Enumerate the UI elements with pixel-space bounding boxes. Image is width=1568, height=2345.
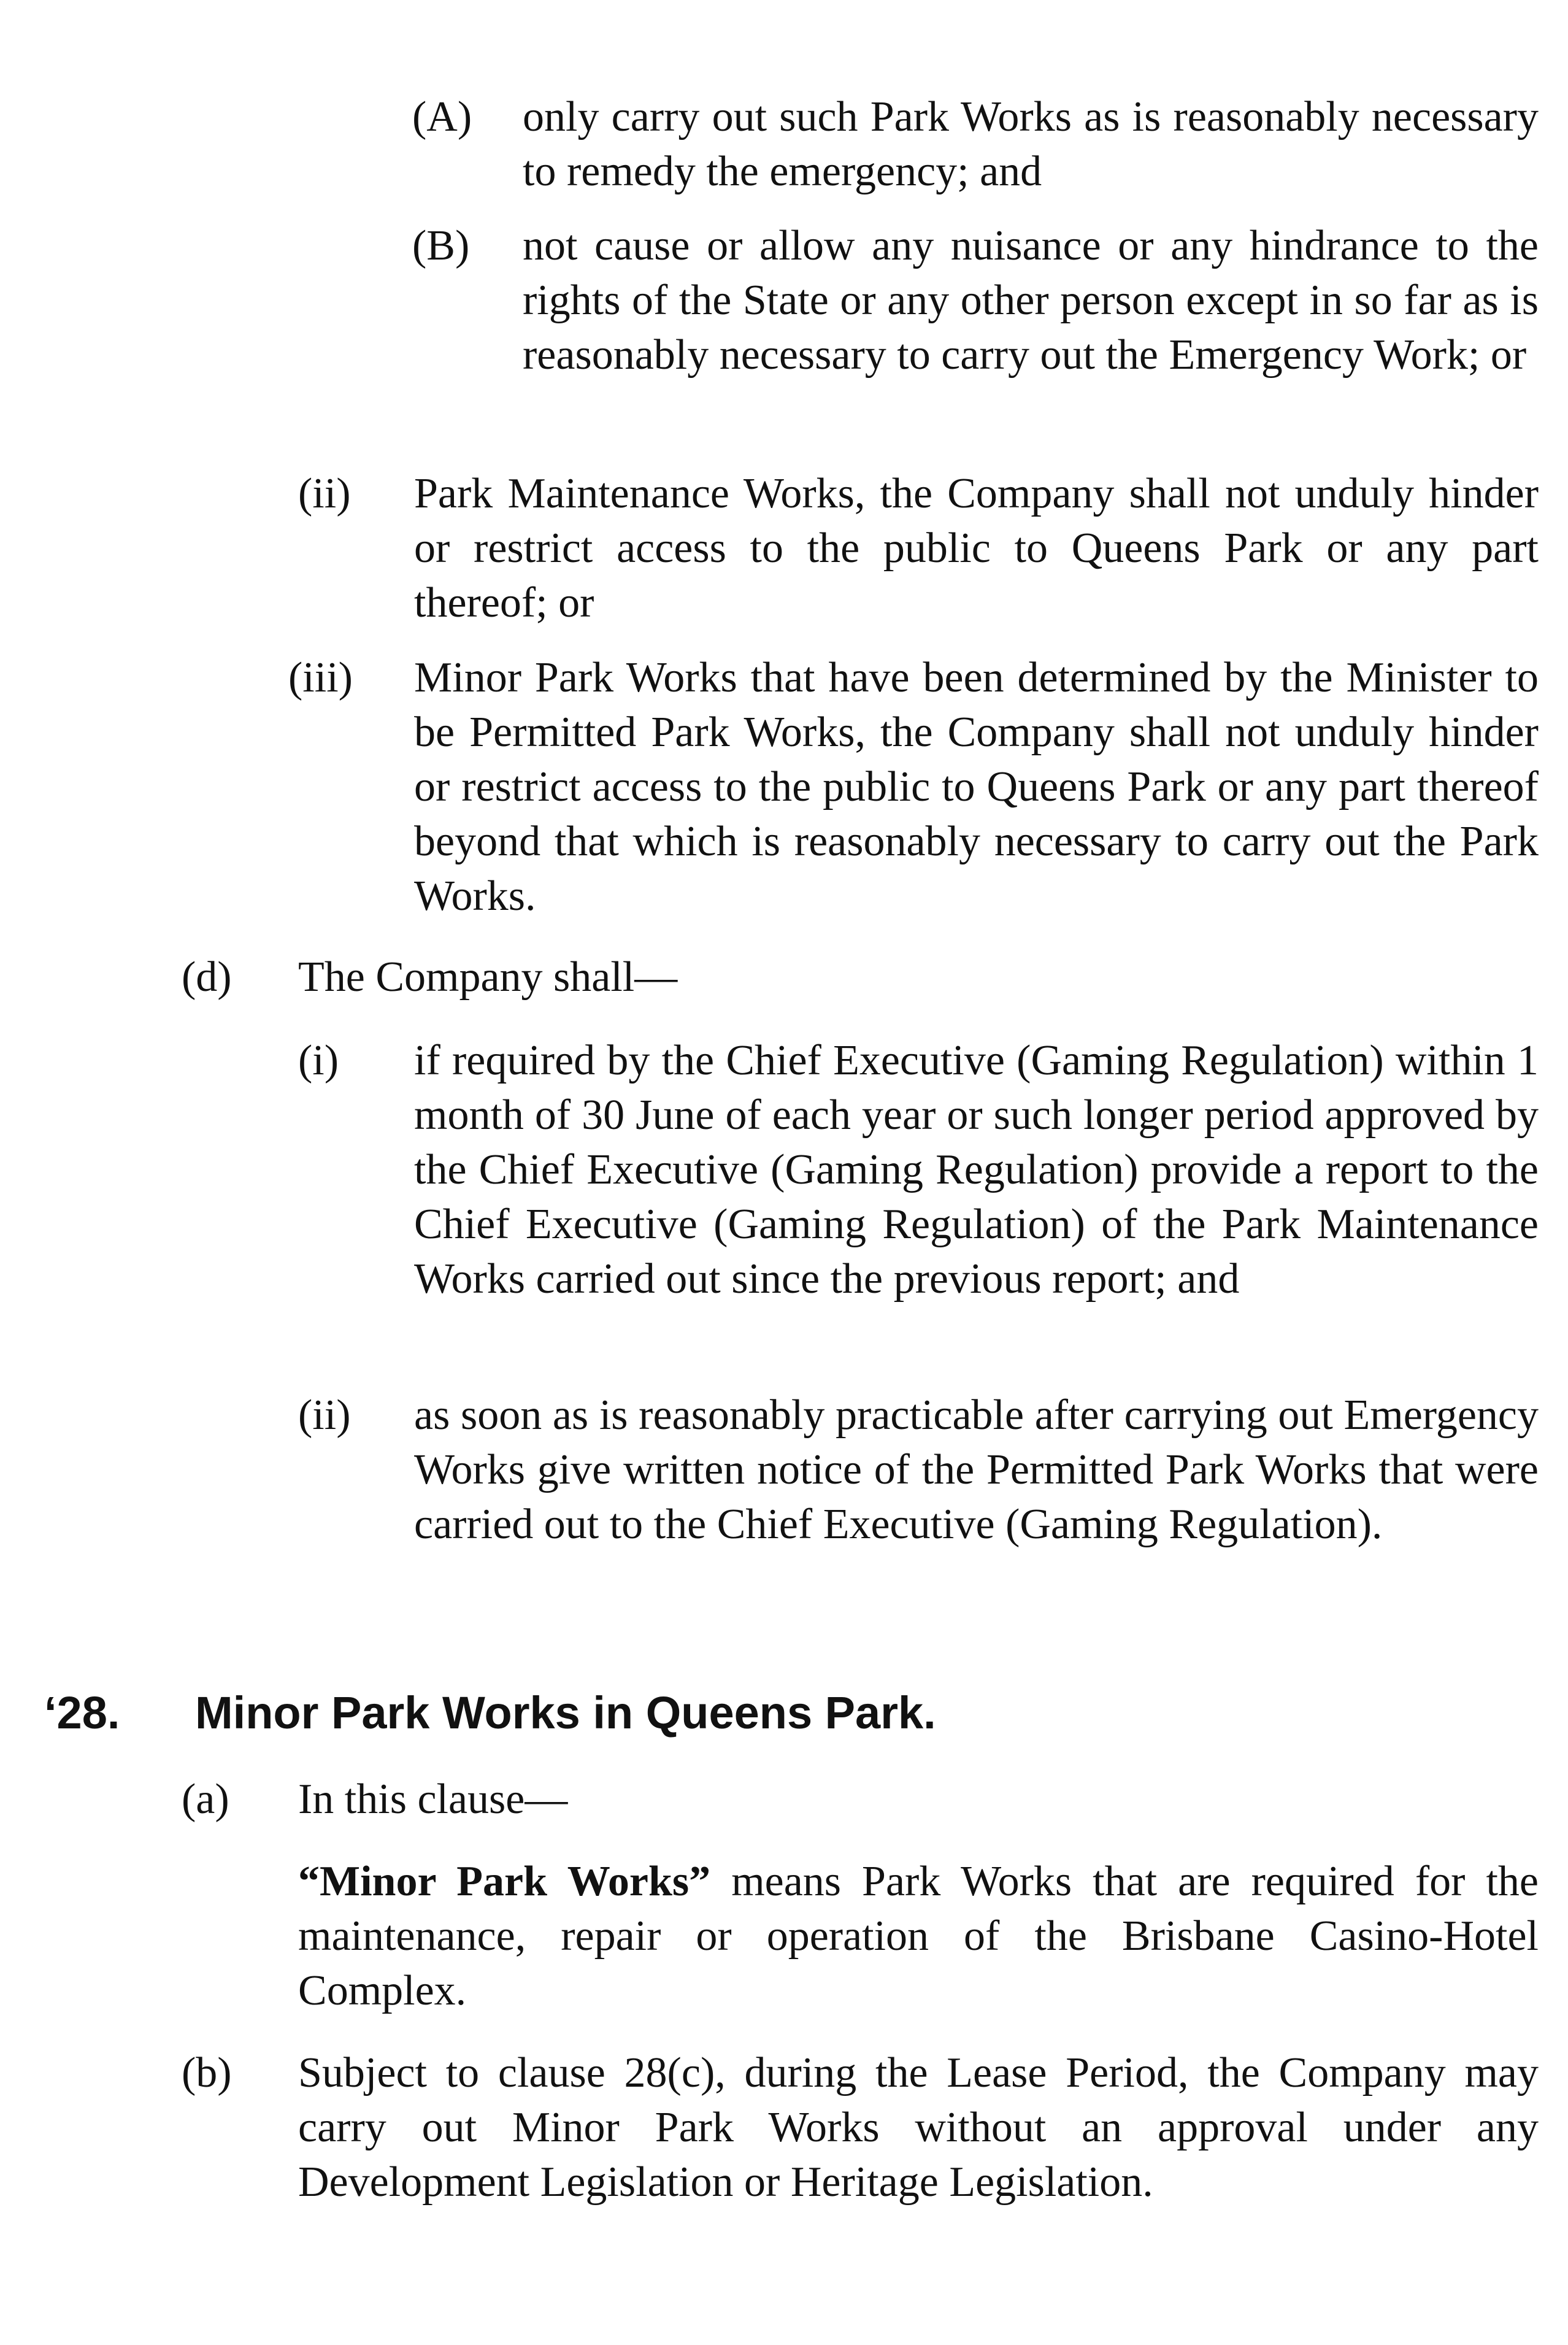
item-label-d: (d) [182, 953, 232, 1001]
item-text-A: only carry out such Park Works as is reasonably necessary to remedy the emergency; and [523, 93, 1539, 195]
item-text-d-i: if required by the Chief Executive (Gaming Regulation) within 1 month of 30 June of each year or such longer period approved by the Chief Executive (Gaming Regulation) provide a report to the Chief Executive (Gaming Regulation) of the Park Maintenance Works carried out since the previous report; and [414, 1037, 1539, 1303]
item-text-c-iii: Minor Park Works that have been determined by the Minister to be Permitted Park Works, the Company shall not unduly hinder or restrict access to the public to Queens Park or any part thereof beyond that which is reasonably necessary to carry out the Park Works. [414, 654, 1539, 920]
clause-heading: Minor Park Works in Queens Park. [195, 1687, 936, 1738]
item-label-B: (B) [412, 222, 470, 269]
definition-text: means Park Works that are required for the maintenance, repair or operation of the Brisbane Casino-Hotel Complex. [298, 1858, 1539, 2014]
defined-term: “Minor Park Works” [298, 1858, 711, 1905]
item-label-d-ii: (ii) [298, 1392, 351, 1439]
item-text-28-b: Subject to clause 28(c), during the Lease Period, the Company may carry out Minor Park Works without an approval under any Development Legislation or Heritage Legislation. [298, 2049, 1539, 2206]
item-label-c-iii: (iii) [288, 654, 353, 701]
item-text-d-ii: as soon as is reasonably practicable after carrying out Emergency Works give written notice of the Permitted Park Works that were carried out to the Chief Executive (Gaming Regulation). [414, 1392, 1539, 1548]
item-label-c-ii: (ii) [298, 470, 351, 517]
item-text-d: The Company shall— [298, 953, 678, 1001]
item-label-28-b: (b) [182, 2049, 232, 2097]
item-label-A: (A) [412, 93, 472, 141]
item-text-B: not cause or allow any nuisance or any hindrance to the rights of the State or any other person except in so far as is reasonably necessary to carry out the Emergency Work; or [523, 222, 1539, 379]
item-label-28-a: (a) [182, 1776, 229, 1823]
clause-number: ‘28. [44, 1687, 120, 1738]
item-text-c-ii: Park Maintenance Works, the Company shall not unduly hinder or restrict access to the public to Queens Park or any part thereof; or [414, 470, 1539, 626]
item-text-28-a: In this clause— [298, 1776, 568, 1823]
definition-paragraph [298, 1854, 1539, 2018]
item-label-d-i: (i) [298, 1037, 339, 1084]
